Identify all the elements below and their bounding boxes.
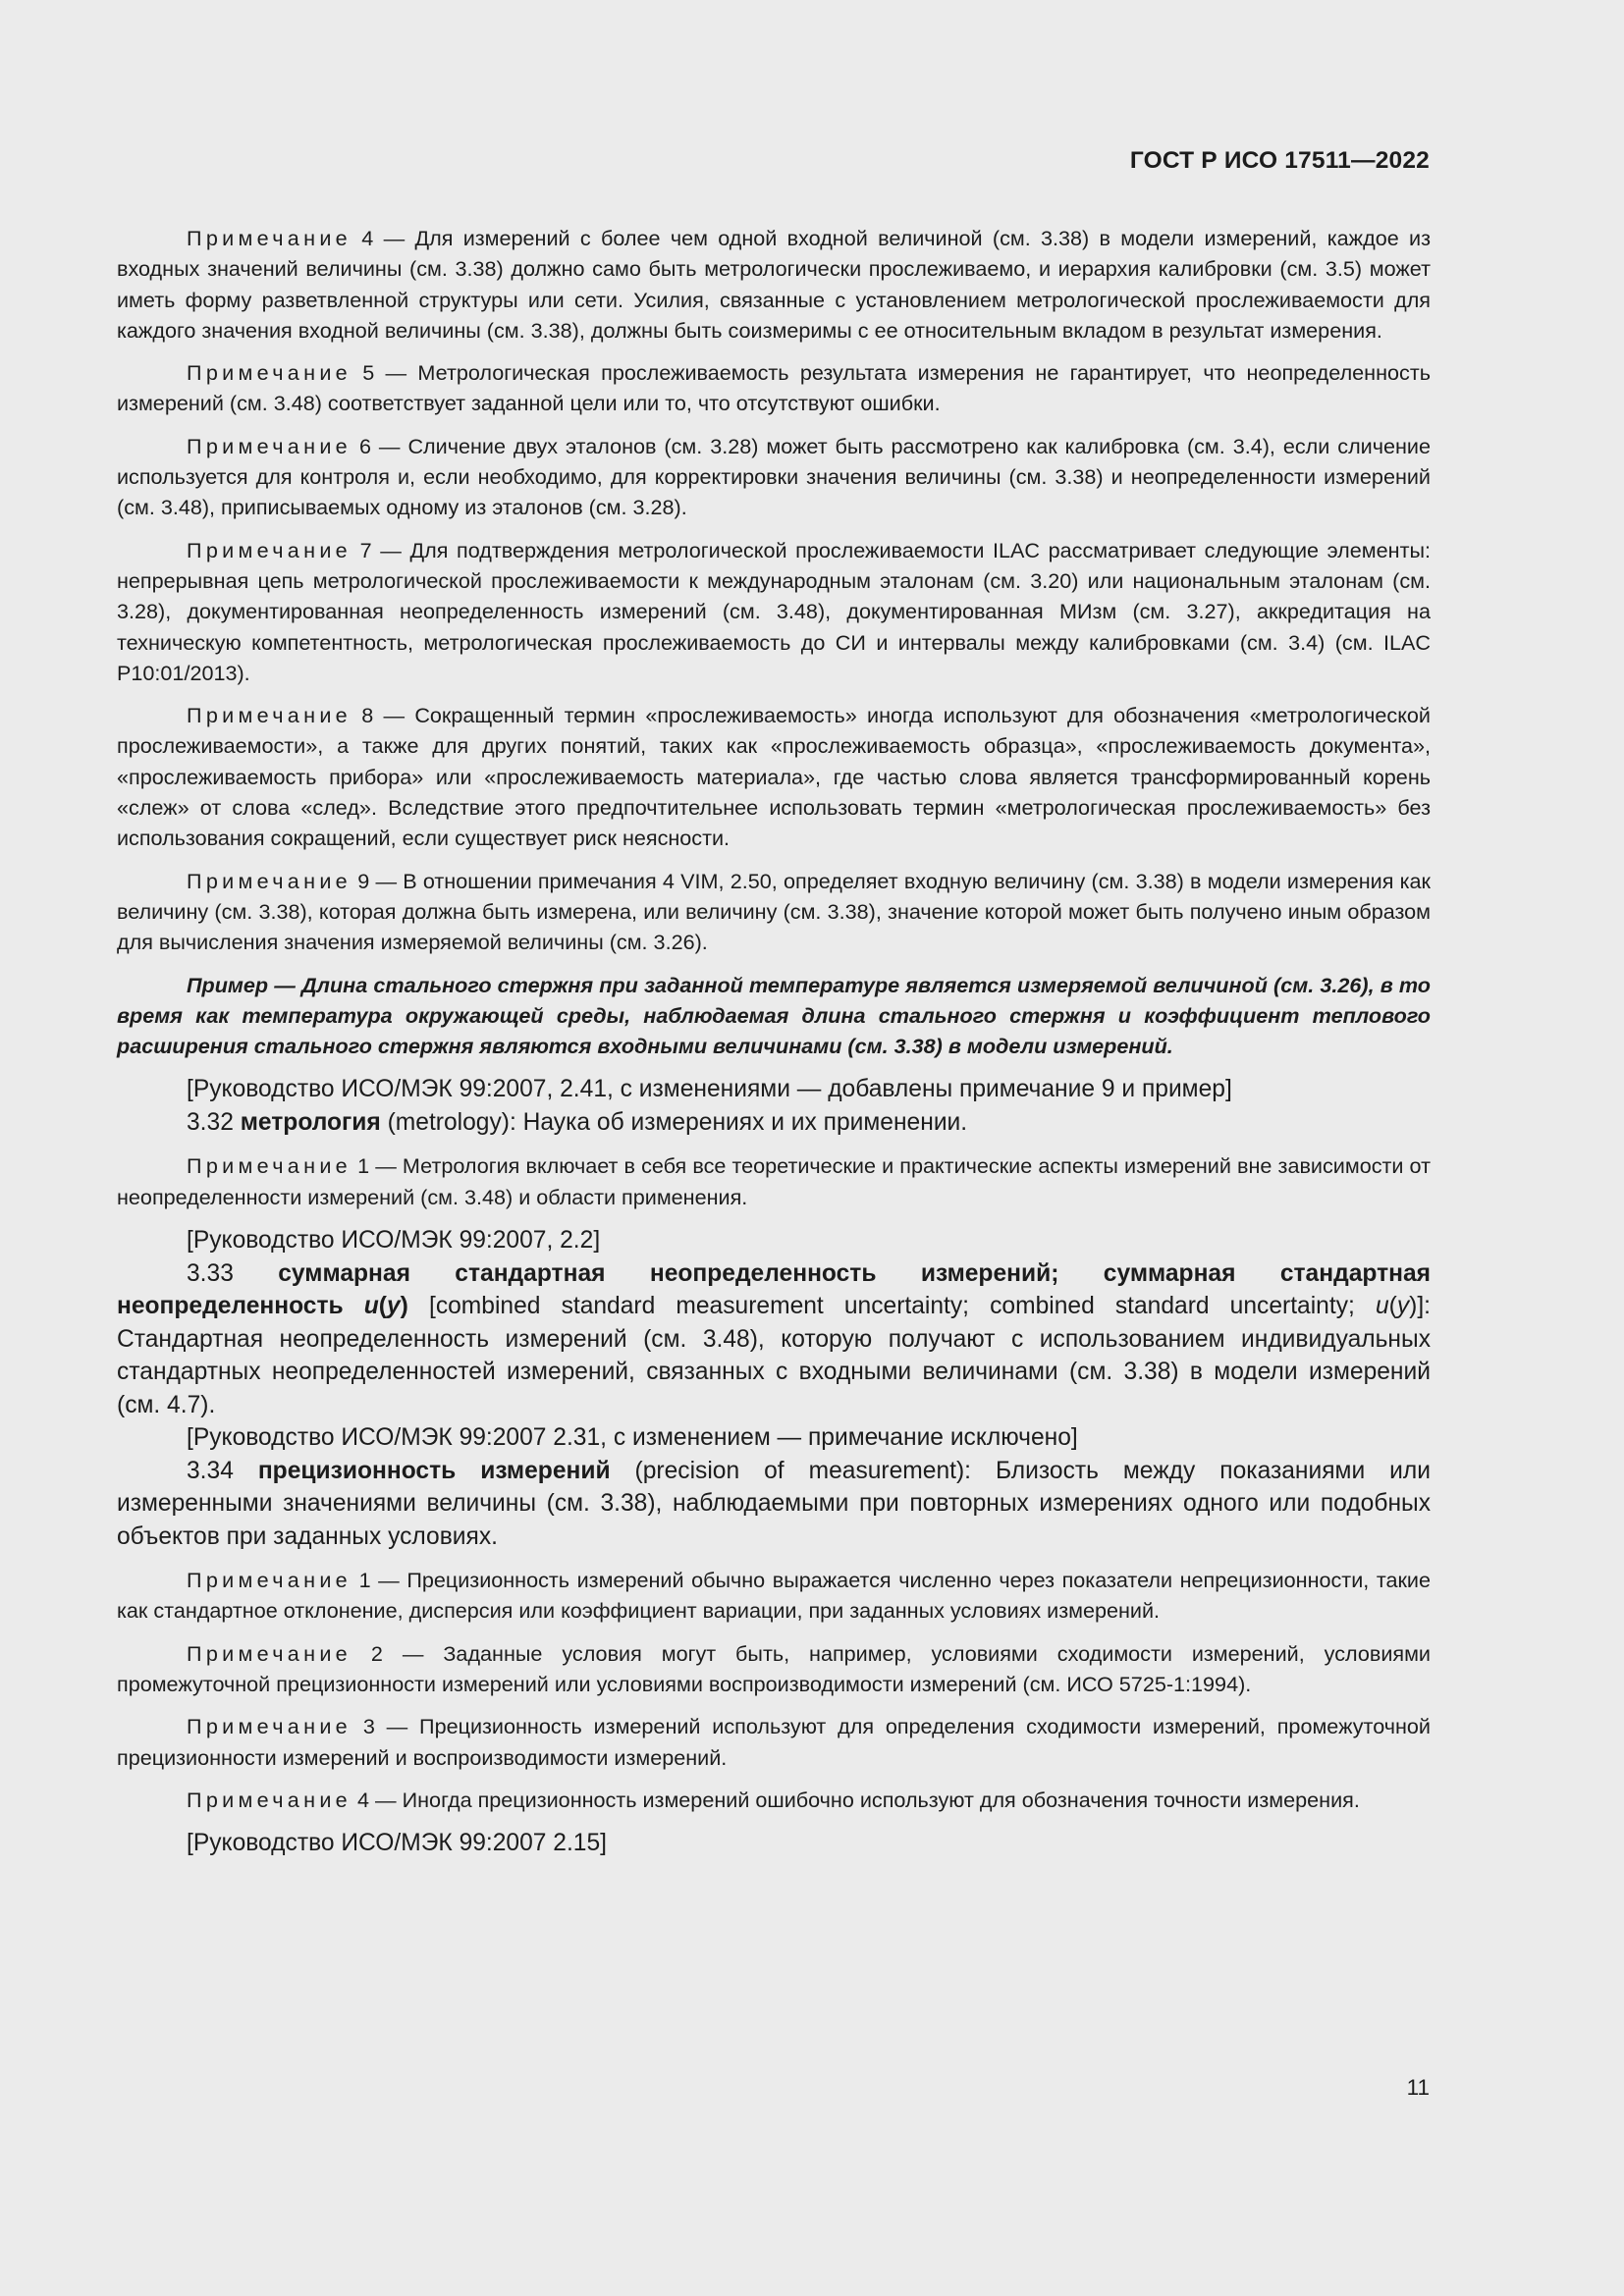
note-paragraph (117, 1785, 1431, 1815)
term-name: метрология (240, 1108, 381, 1136)
note-label: Примечание (187, 226, 352, 250)
term-name-text: суммарная стандартная неопределенность измерений; суммарная стандартная неопределенность (117, 1259, 1432, 1320)
note-label: Примечание (187, 1640, 352, 1666)
note-label: Примечание (187, 1568, 352, 1593)
term-definition-text: ]: Стандартная неопределенность измерений (см. 3.48), которую получают с использованием индивидуальных стандартных неопределенностей измерений, связанных с входными величинами (см. 3.38) в модели измерений (см. 4.7). (117, 1293, 1431, 1418)
note-number: 4 — (352, 226, 406, 250)
note-label: Примечание (187, 1153, 352, 1179)
note-number: 5 — (352, 360, 407, 386)
note-number: 2 — (352, 1640, 424, 1666)
term-definition-text: (precision of measurement): Близость между показаниями или измеренными значениями величины (см. 3.38), наблюдаемыми при повторных измерениях одного или подобных объектов при заданных условиях. (117, 1457, 1431, 1550)
note-paragraph (117, 1638, 1431, 1700)
note-label: Примечание (187, 537, 352, 562)
reference-text: [Руководство ИСО/МЭК 99:2007, 2.2] (187, 1227, 601, 1255)
note-number: 3 — (352, 1714, 408, 1739)
term-symbol-plain: u (1375, 1293, 1389, 1320)
note-text: Заданные условия могут быть, например, условиями сходимости измерений, условиями промежуточной прецизионности измерений или условиями воспроизводимости измерений (см. ИСО 5725-1:1994). (117, 1640, 1431, 1696)
note-label: Примечание (187, 360, 352, 386)
note-text: Иногда прецизионность измерений ошибочно используют для обозначения точности измерения. (396, 1787, 1360, 1812)
note-text: Для подтверждения метрологической прослеживаемости ILAC рассматривает следующие элементы: непрерывная цепь метрологической прослеживаемости к международным эталонам (см. 3.20) или национальным эталонам (см. 3.28), документированная неопределенность измерений (см. 3.48), документированная МИзм (см. 3.27), аккредитация на техническую компетентность, метрологическая прослеживаемость до СИ и интервалы между калибровками (см. 3.4) (см. ILAC P10:01/2013). (117, 537, 1431, 685)
note-label: Примечание (187, 1787, 352, 1812)
note-number: 7 — (352, 537, 402, 562)
term-symbol-arg: y (386, 1293, 401, 1320)
note-label: Примечание (187, 433, 352, 458)
note-number: 6 — (352, 433, 401, 458)
reference-paragraph (117, 1827, 1431, 1860)
example-text: Пример — Длина стального стержня при заданной температуре является измеряемой величиной (см. 3.26), в то время как температура окружающей среды, наблюдаемая длина стального стержня и коэффициент теплового расширения стального стержня являются входными величинами (см. 3.38) в модели измерений. (117, 972, 1431, 1059)
term-number: 3.32 (187, 1108, 241, 1136)
note-paragraph (117, 431, 1431, 523)
term-definition (117, 1106, 1431, 1140)
note-paragraph (117, 357, 1431, 419)
note-paragraph (117, 700, 1431, 853)
term-definition (117, 1455, 1431, 1554)
term-name: суммарная стандартная неопределенность измерений; суммарная стандартная неопределенность u(y) (117, 1259, 1432, 1320)
note-label: Примечание (187, 1714, 352, 1739)
note-number: 4 — (352, 1787, 397, 1812)
note-paragraph (117, 535, 1431, 688)
note-text: Сокращенный термин «прослеживаемость» иногда используют для обозначения «метрологической прослеживаемости», а также для других понятий, таких как «прослеживаемость образца», «прослеживаемость документа», «прослеживаемость прибора» или «прослеживаемость материала», где частью слова является трансформированный корень «слеж» от слова «след». Вследствие этого предпочтительнее использовать термин «метрологическая прослеживаемость» без использования сокращений, если существует риск неясности. (117, 703, 1431, 851)
term-symbol: u (363, 1293, 379, 1320)
reference-paragraph (117, 1421, 1431, 1455)
reference-paragraph (117, 1224, 1431, 1257)
reference-text: [Руководство ИСО/МЭК 99:2007 2.31, с изменением — примечание исключено] (187, 1424, 1078, 1452)
example-paragraph (117, 970, 1431, 1062)
note-text: Метрология включает в себя все теоретические и практические аспекты измерений вне зависимости от неопределенности измерений (см. 3.48) и области применения. (117, 1153, 1431, 1209)
note-text: Метрологическая прослеживаемость результата измерения не гарантирует, что неопределенность измерений (см. 3.48) соответствует заданной цели или то, что отсутствуют ошибки. (117, 360, 1431, 416)
note-paragraph (117, 223, 1431, 346)
note-number: 8 — (352, 703, 406, 728)
note-text: Сличение двух эталонов (см. 3.28) может быть рассмотрено как калибровка (см. 3.4), если сличение используется для контроля и, если необходимо, для корректировки значения величины (см. 3.38) и неопределенности измерений (см. 3.48), приписываемых одному из эталонов (см. 3.28). (117, 433, 1431, 520)
note-text: Прецизионность измерений обычно выражается численно через показатели непрецизионности, такие как стандартное отклонение, дисперсия или коэффициент вариации, при заданных условиях измерений. (117, 1568, 1432, 1624)
term-english: [combined standard measurement uncertainty; combined standard uncertainty; (407, 1293, 1376, 1320)
note-text: В отношении примечания 4 VIM, 2.50, определяет входную величину (см. 3.38) в модели измерения как величину (см. 3.38), которая должна быть измерена, или величину (см. 3.38), значение которой может быть получено иным образом для вычисления значения измеряемой величины (см. 3.26). (117, 868, 1431, 955)
term-name: прецизионность измерений (257, 1457, 611, 1484)
note-text: Для измерений с более чем одной входной величиной (см. 3.38) в модели измерений, каждое из входных значений величины (см. 3.38) должно само быть метрологически прослеживаемо, и иерархия калибровки (см. 3.5) может иметь форму разветвленной структуры или сети. Усилия, связанные с установлением метрологической прослеживаемости для каждого значения входной величины (см. 3.38), должны быть соизмеримы с ее относительным вкладом в результат измерения. (117, 226, 1431, 343)
note-paragraph (117, 1150, 1431, 1212)
reference-text: [Руководство ИСО/МЭК 99:2007, 2.41, с изменениями — добавлены примечание 9 и пример] (187, 1076, 1232, 1103)
page-number: 11 (1406, 2075, 1430, 2100)
term-definition: 3.33 суммарная стандартная неопределенность измерений; суммарная стандартная неопределенность u(y) [combined standard measurement uncertainty; combined standard uncertainty; u(y)]: Стандартная неопределенность измерений (см. 3.48), которую получают с использованием индивидуальных стандартных неопределенностей измерений, связанных с входными величинами (см. 3.38) в модели измерений (см. 4.7). (117, 1259, 1432, 1418)
reference-paragraph (117, 1073, 1431, 1106)
note-paragraph (117, 1565, 1431, 1627)
term-definition-text: (metrology): Наука об измерениях и их применении. (380, 1108, 968, 1136)
note-number: 9 — (352, 868, 398, 893)
note-text: Прецизионность измерений используют для определения сходимости измерений, промежуточной прецизионности измерений и воспроизводимости измерений. (117, 1714, 1431, 1770)
document-header: ГОСТ Р ИСО 17511—2022 (1129, 147, 1430, 174)
term-symbol-plain-arg: y (1396, 1293, 1410, 1320)
note-label: Примечание (187, 703, 352, 728)
document-body (117, 223, 1431, 1860)
note-paragraph (117, 1711, 1431, 1773)
note-paragraph (117, 866, 1431, 958)
reference-text: [Руководство ИСО/МЭК 99:2007 2.15] (187, 1830, 608, 1857)
term-number: 3.34 (187, 1457, 258, 1484)
note-number: 1 — (352, 1568, 400, 1593)
note-number: 1 — (352, 1153, 397, 1179)
note-label: Примечание (187, 868, 352, 893)
term-number: 3.33 (187, 1259, 279, 1287)
